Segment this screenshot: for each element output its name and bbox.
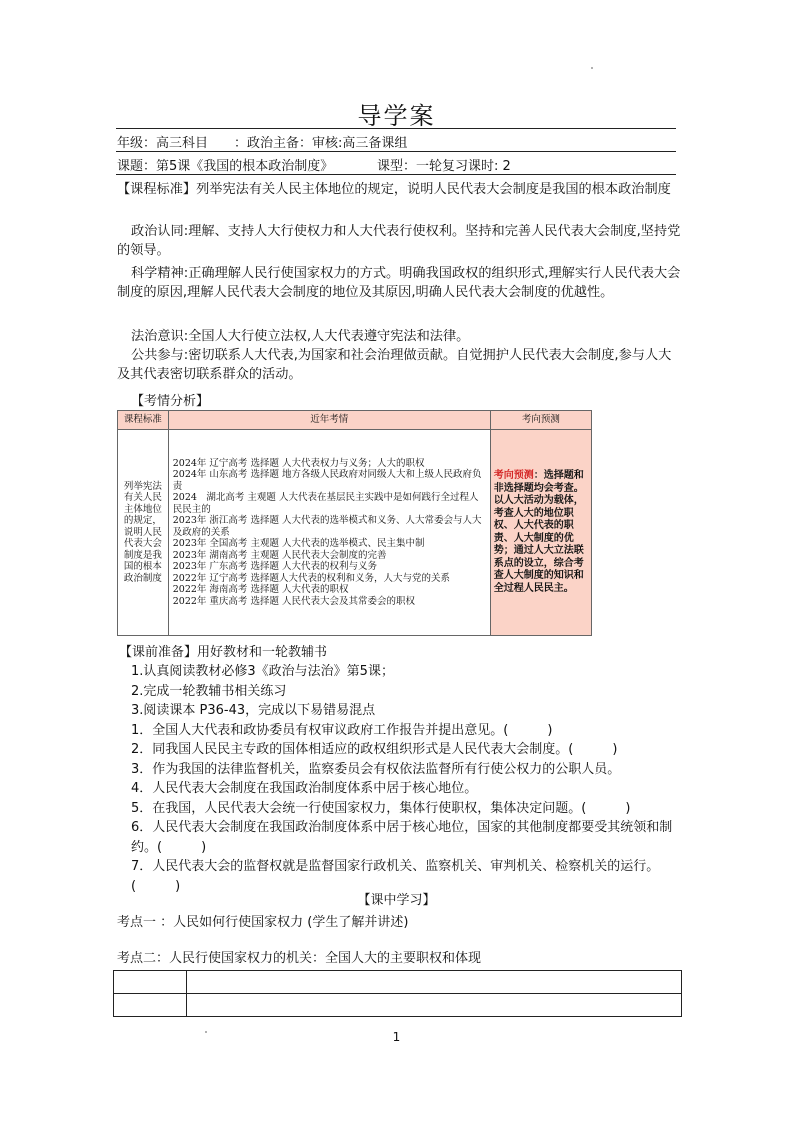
prep-text: 用好教材和一轮教辅书 (197, 645, 328, 660)
qa-item: 7．人民代表大会的监督权就是监督国家行政机关、监察机关、审判机关、检察机关的运行。( ) (131, 859, 660, 894)
blank-cell[interactable] (114, 971, 187, 994)
prep-list (117, 662, 682, 896)
blank-cell[interactable] (187, 994, 682, 1017)
exam-entry: 2022年 辽宁高考 选择题人大代表的权利和义务，人大与党的关系 (172, 572, 450, 584)
literacy-political: 政治认同:理解、支持人大行使权力和人大代表行使权利。坚持和完善人民代表大会制度,坚持党的领导。 (117, 224, 681, 258)
course-standard-label: 【课程标准】 (117, 182, 197, 197)
key-point-2: 考点二：人民行使国家权力的机关：全国人大的主要职权和体现 (117, 951, 482, 966)
qa-item: 2．同我国人民民主专政的国体相适应的政权组织形式是人民代表大会制度。( ) (131, 742, 618, 757)
course-standard (117, 180, 682, 199)
exam-entry: 2022年 重庆高考 选择题 人民代表大会及其常委会的职权 (172, 595, 415, 607)
page-title: 导学案 (357, 102, 436, 130)
col-standard-header: 课程标准 (118, 411, 169, 430)
exam-entry: 2024年 山东高考 选择题 地方各级人民政府对同级人大和上级人民政府负责 (172, 469, 482, 492)
qa-item: 6．人民代表大会制度在我国政治制度体系中居于核心地位，国家的其他制度都要受其统领和制约。( ) (131, 820, 673, 855)
exam-entry: 2024年 辽宁高考 选择题 人大代表权力与义务；人大的职权 (172, 457, 425, 469)
exam-entry: 2023年 全国高考 主观题 人大代表的选举模式、民主集中制 (172, 538, 425, 550)
qa-item: 3．作为我国的法律监督机关，监察委员会有权依法监督所有行使公权力的公职人员。 (131, 761, 621, 777)
course-standard-text: 列举宪法有关人民主体地位的规定，说明人民代表大会制度是我国的根本政治制度 (196, 182, 671, 197)
blank-table-row (114, 994, 682, 1017)
blank-table (113, 970, 682, 1017)
prediction-text: ：选择题和非选择题均会考查。以人大活动为载体，考查人大的地位职权、人大代表的职责、人大制度的优势；通过人大立法联系点的设立，综合考查人大制度的知识和全过程人民民主。 (493, 470, 584, 594)
col-exams-header: 近年考情 (168, 411, 490, 430)
exam-table-header-row (118, 411, 592, 430)
exam-entry: 2024 湖北高考 主观题 人大代表在基层民主实践中是如何践行全过程人民民主的 (172, 492, 479, 515)
col-prediction-header: 考向预测 (490, 411, 591, 430)
exam-entry: 2023年 湖南高考 主观题 人民代表大会制度的完善 (172, 549, 387, 561)
scan-speck (591, 67, 593, 69)
exam-entries-cell (168, 430, 490, 636)
header-rule-middle (116, 151, 676, 152)
exam-entry: 2023年 浙江高考 选择题 人大代表的选举模式和义务、人大常委会与人大及政府的关系 (172, 515, 482, 538)
header-rule-top (116, 128, 676, 129)
header-rule-bottom (116, 174, 676, 175)
blank-cell[interactable] (187, 971, 682, 994)
key-point-1: 考点一 ：人民如何行使国家权力 (学生了解并讲述) (117, 915, 409, 930)
qa-item: 4．人民代表大会制度在我国政治制度体系中居于核心地位。 (131, 781, 478, 796)
prep-item: 1.认真阅读教材必修3《政治与法治》第5课； (131, 664, 394, 679)
scan-speck (205, 1031, 207, 1033)
in-class-label: 【课中学习】 (357, 893, 436, 908)
lesson-title: 课题：第5课《我国的根本政治制度》 (117, 159, 334, 174)
blank-cell[interactable] (114, 994, 187, 1017)
prediction-heading: 考向预测 (493, 470, 534, 481)
literacy-science: 科学精神:正确理解人民行使国家权力的方式。明确我国政权的组织形式,理解实行人民代表大会制度的原因,理解人民代表大会制度的地位及其原因,明确人民代表大会制度的优越性。 (117, 266, 681, 300)
literacy-law: 法治意识:全国人大行使立法权,人大代表遵守宪法和法律。 (131, 329, 470, 344)
exam-table-body-row (118, 430, 592, 636)
prediction-cell (490, 430, 591, 636)
prep-item: 2.完成一轮教辅书相关练习 (131, 683, 287, 699)
exam-entry: 2022年 海南高考 选择题 人大代表的职权 (172, 584, 349, 596)
qa-item: 5．在我国，人民代表大会统一行使国家权力，集体行使职权，集体决定问题。( ) (131, 800, 631, 816)
standard-cell: 列举宪法有关人民主体地位的规定，说明人民代表大会制度是我国的根本政治制度 (118, 430, 169, 636)
header-meta-line: 年级：高三科目 ：政治主备：审核:高三备课组 (117, 136, 408, 151)
exam-entry: 2023年 广东高考 选择题 人大代表的权利与义务 (172, 561, 377, 573)
page-number: 1 (392, 1030, 401, 1044)
blank-table-row (114, 971, 682, 994)
literacy-participation: 公共参与:密切联系人大代表,为国家和社会治理做贡献。自觉拥护人民代表大会制度,参与人大及其代表密切联系群众的活动。 (117, 348, 672, 382)
prep-item: 3.阅读课本 P36-43，完成以下易错易混点 (131, 703, 376, 718)
prep-label: 【课前准备】 (119, 645, 198, 660)
exam-analysis-label: 【考情分析】 (131, 394, 210, 409)
lesson-type: 课型：一轮复习课时: 2 (377, 159, 511, 174)
prep-heading (119, 641, 327, 660)
qa-item: 1．全国人大代表和政协委员有权审议政府工作报告并提出意见。( ) (131, 722, 553, 738)
exam-analysis-table (117, 410, 592, 636)
